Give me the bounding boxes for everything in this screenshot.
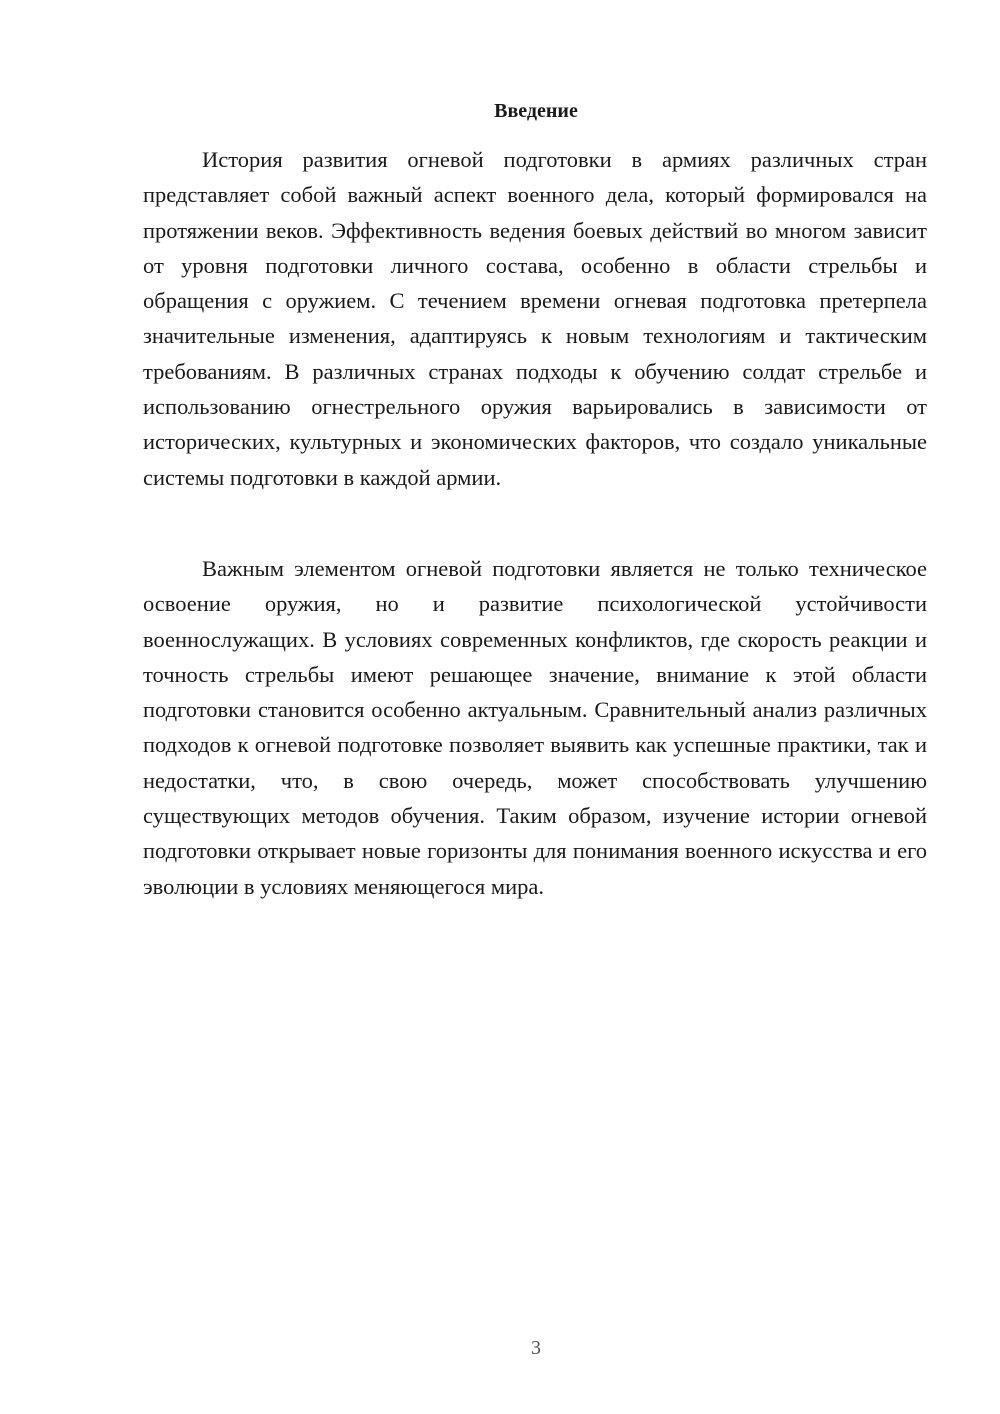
section-title: Введение (494, 100, 578, 122)
page-number: 3 (531, 1337, 541, 1359)
paragraph-1: История развития огневой подготовки в армиях различных стран представляет собой важный аспект военного дела, который формировался на протяжении веков. Эффективность ведения боевых действий во многом зависит от уровня подготовки личного состава, особенно в области стрельбы и обращения с оружием. С течением времени огневая подготовка претерпела значительные изменения, адаптируясь к новым технологиям и тактическим требованиям. В различных странах подходы к обучению солдат стрельбе и использованию огнестрельного оружия варьировались в зависимости от исторических, культурных и экономических факторов, что создало уникальные системы подготовки в каждой армии. (143, 147, 927, 490)
paragraph-2: Важным элементом огневой подготовки является не только техническое освоение оружия, но и развитие психологической устойчивости военнослужащих. В условиях современных конфликтов, где скорость реакции и точность стрельбы имеют решающее значение, внимание к этой области подготовки становится особенно актуальным. Сравнительный анализ различных подходов к огневой подготовке позволяет выявить как успешные практики, так и недостатки, что, в свою очередь, может способствовать улучшению существующих методов обучения. Таким образом, изучение истории огневой подготовки открывает новые горизонты для понимания военного искусства и его эволюции в условиях меняющегося мира. (143, 556, 927, 899)
